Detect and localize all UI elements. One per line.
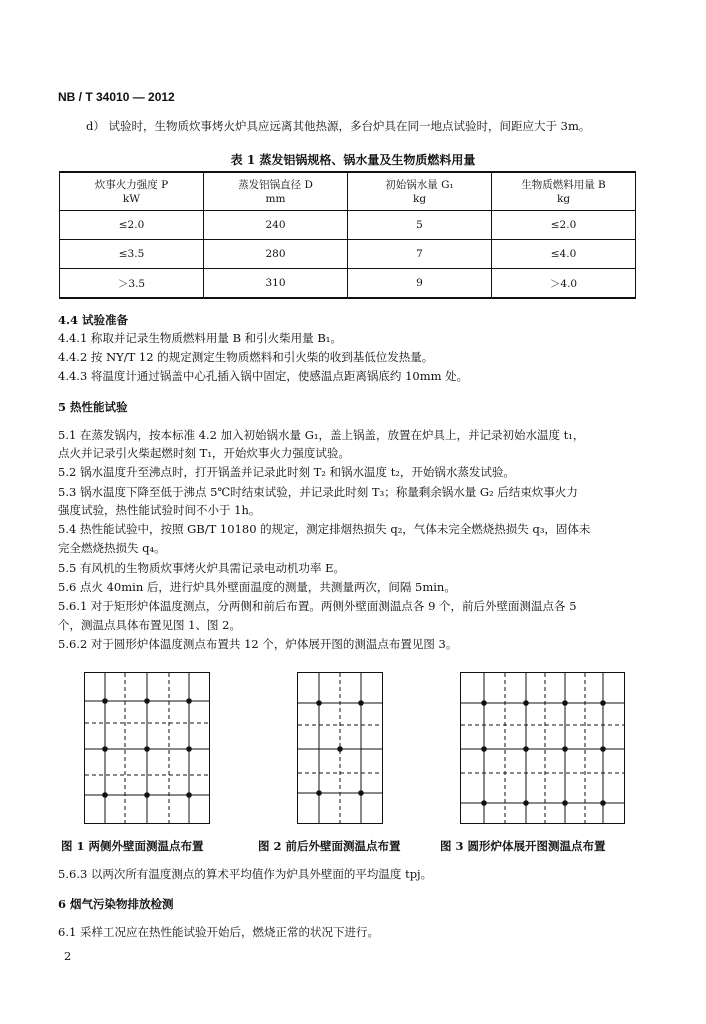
para-5-4-line2: 完全燃烧热损失 q₄。	[58, 541, 166, 555]
para-5-2: 5.2 锅水温度升至沸点时，打开锅盖并记录此时刻 T₂ 和锅水温度 t₂，开始锅水蒸发试验。	[58, 465, 515, 479]
header-cell: 炊事火力强度 P kW	[60, 172, 204, 211]
measure-point	[102, 746, 108, 752]
measure-point	[186, 792, 192, 798]
para-5-6-2: 5.6.2 对于圆形炉体温度测点布置共 12 个，炉体展开图的测温点布置见图 3。	[58, 637, 458, 651]
para-6-1: 6.1 采样工况应在热性能试验开始后，燃烧正常的状况下进行。	[58, 925, 379, 939]
table-cell: ＞4.0	[492, 269, 636, 299]
table-cell: ≤2.0	[60, 211, 204, 240]
table-cell: 9	[348, 269, 492, 299]
table-row	[60, 240, 636, 269]
header-cell: 蒸发铝锅直径 D mm	[204, 172, 348, 211]
para-5-3-line2: 强度试验，热性能试验时间不小于 1h。	[58, 503, 261, 517]
measure-point	[600, 700, 606, 706]
para-5-6: 5.6 点火 40min 后，进行炉具外壁面温度的测量，共测量两次，间隔 5min。	[58, 580, 456, 594]
measure-point	[186, 698, 192, 704]
measure-point	[523, 746, 529, 752]
para-4-4-2: 4.4.2 按 NY/T 12 的规定测定生物质燃料和引火柴的收到基低位发热量。	[58, 350, 434, 364]
figure-1-diagram	[84, 672, 210, 824]
measure-point	[186, 746, 192, 752]
table-cell: 5	[348, 211, 492, 240]
measure-point	[523, 800, 529, 806]
measure-point	[102, 698, 108, 704]
document-header: NB / T 34010 — 2012	[58, 90, 175, 104]
measure-point	[144, 746, 150, 752]
figure-3-diagram	[460, 672, 625, 824]
table-cell: 280	[204, 240, 348, 269]
page-number: 2	[64, 949, 72, 963]
section-4-4-title: 4.4 试验准备	[58, 313, 129, 327]
figure-2-diagram	[297, 672, 383, 824]
table-row	[60, 269, 636, 299]
measure-point	[523, 700, 529, 706]
table-row	[60, 211, 636, 240]
header-cell: 初始锅水量 G₁ kg	[348, 172, 492, 211]
section-5-title: 5 热性能试验	[58, 400, 128, 414]
figure-1-caption: 图 1 两侧外壁面测温点布置	[61, 839, 204, 853]
para-5-3-line1: 5.3 锅水温度下降至低于沸点 5℃时结束试验，并记录此时刻 T₃；称量剩余锅水量 G₂ 后结束炊事火力	[58, 485, 578, 499]
figure-2-caption: 图 2 前后外壁面测温点布置	[258, 839, 401, 853]
para-4-4-1: 4.4.1 称取并记录生物质燃料用量 B 和引火柴用量 B₁。	[58, 331, 342, 345]
section-6-title: 6 烟气污染物排放检测	[58, 897, 174, 911]
table-cell: 240	[204, 211, 348, 240]
measure-point	[144, 792, 150, 798]
measure-point	[562, 746, 568, 752]
paragraph-d: d） 试验时，生物质炊事烤火炉具应远离其他热源，多台炉具在同一地点试验时，间距应大于 3m。	[86, 119, 591, 133]
measure-point	[600, 746, 606, 752]
measure-point	[481, 800, 487, 806]
figure-3-caption: 图 3 圆形炉体展开图测温点布置	[440, 839, 606, 853]
para-5-6-1-line2: 个，测温点具体布置见图 1、图 2。	[58, 618, 241, 632]
measure-point	[337, 746, 343, 752]
table-cell: 310	[204, 269, 348, 299]
measure-point	[562, 700, 568, 706]
header-cell: 生物质燃料用量 B kg	[492, 172, 636, 211]
fuel-table	[59, 171, 636, 299]
measure-point	[358, 700, 364, 706]
measure-point	[358, 790, 364, 796]
table-cell: ＞3.5	[60, 269, 204, 299]
para-5-4-line1: 5.4 热性能试验中，按照 GB/T 10180 的规定，测定排烟热损失 q₂，气体未完全燃烧热损失 q₃，固体未	[58, 522, 591, 536]
measure-point	[102, 792, 108, 798]
para-5-6-1-line1: 5.6.1 对于矩形炉体温度测点，分两侧和前后布置。两侧外壁面测温点各 9 个，前后外壁面测温点各 5	[58, 599, 577, 613]
para-5-5: 5.5 有风机的生物质炊事烤火炉具需记录电动机功率 E。	[58, 561, 345, 575]
figure-2-grid	[298, 673, 382, 823]
measure-point	[316, 790, 322, 796]
measure-point	[144, 698, 150, 704]
table-cell: ≤4.0	[492, 240, 636, 269]
table-cell: ≤2.0	[492, 211, 636, 240]
table-caption: 表 1 蒸发铝锅规格、锅水量及生物质燃料用量	[230, 153, 476, 167]
para-5-1-line1: 5.1 在蒸发锅内，按本标准 4.2 加入初始锅水量 G₁，盖上锅盖，放置在炉具上，并记录初始水温度 t₁，	[58, 428, 585, 442]
para-5-1-line2: 点火并记录引火柴起燃时刻 T₁，开始炊事火力强度试验。	[58, 446, 350, 460]
table-header-row	[60, 172, 636, 211]
measure-point	[481, 746, 487, 752]
measure-point	[600, 800, 606, 806]
measure-point	[316, 700, 322, 706]
para-5-6-3: 5.6.3 以两次所有温度测点的算术平均值作为炉具外壁面的平均温度 tpj。	[58, 867, 433, 881]
figure-1-grid	[85, 673, 209, 823]
para-4-4-3: 4.4.3 将温度计通过锅盖中心孔插入锅中固定，使感温点距离锅底约 10mm 处。	[58, 369, 469, 383]
measure-point	[481, 700, 487, 706]
table-cell: ≤3.5	[60, 240, 204, 269]
measure-point	[562, 800, 568, 806]
table-cell: 7	[348, 240, 492, 269]
figure-3-grid	[461, 673, 624, 823]
